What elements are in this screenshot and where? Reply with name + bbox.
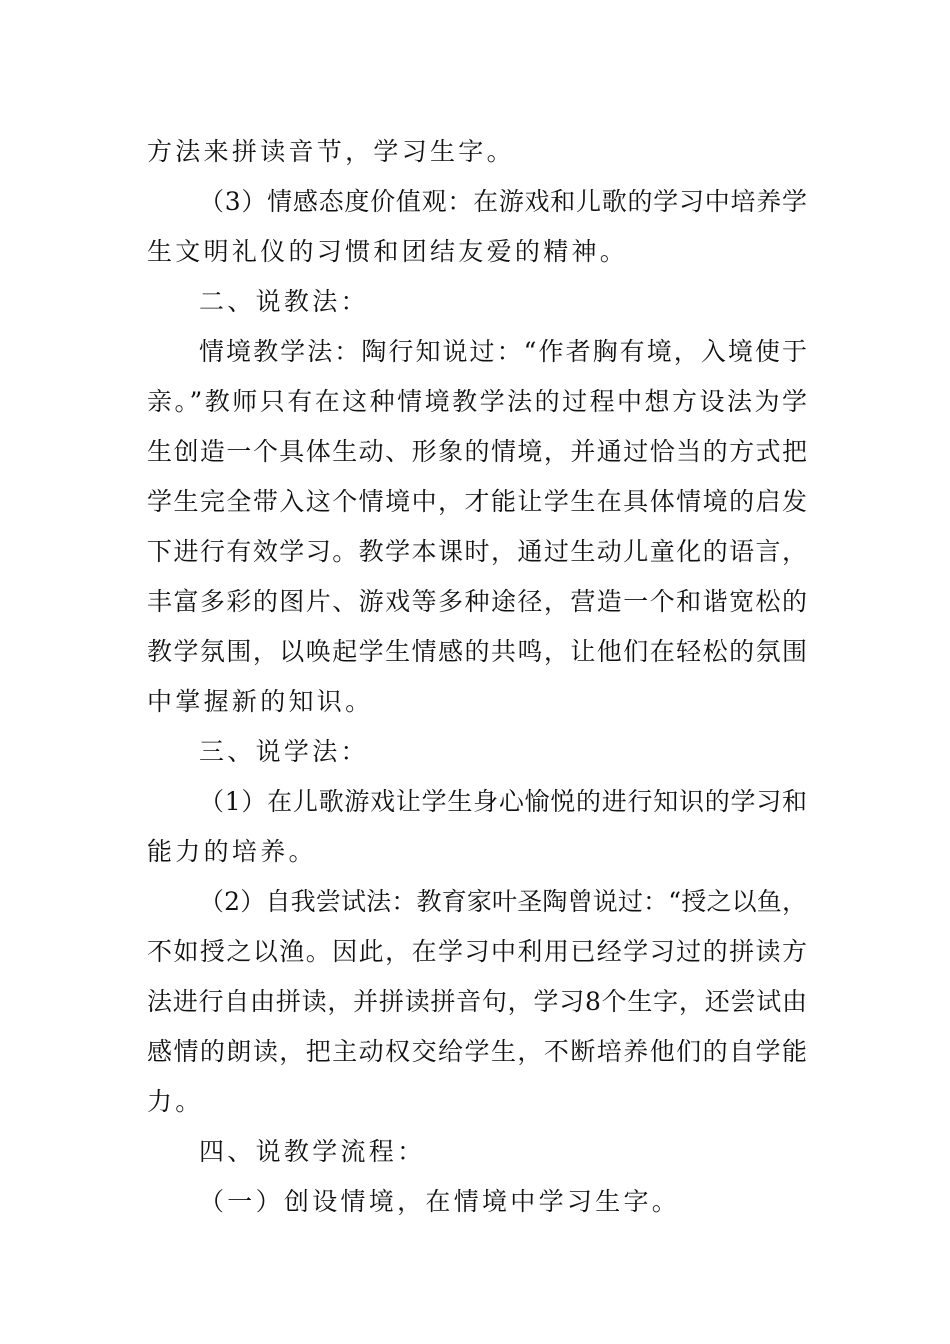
text-line: 生创造一个具体生动、形象的情境，并通过恰当的方式把: [147, 437, 807, 466]
text-line: 中掌握新的知识。: [147, 687, 374, 716]
section-heading: 四、说教学流程：: [199, 1137, 426, 1166]
text-line: 学生完全带入这个情境中，才能让学生在具体情境的启发: [147, 487, 807, 516]
text-line: 能力的培养。: [147, 837, 317, 866]
text-line: 生文明礼仪的习惯和团结友爱的精神。: [147, 237, 629, 266]
text-line: （1）在儿歌游戏让学生身心愉悦的进行知识的学习和: [199, 787, 807, 816]
text-line: （一）创设情境，在情境中学习生字。: [199, 1187, 681, 1216]
text-line: 情境教学法：陶行知说过：“作者胸有境，入境使于: [199, 337, 807, 366]
text-line: （3）情感态度价值观：在游戏和儿歌的学习中培养学: [199, 187, 807, 216]
text-line: 亲。”教师只有在这种情境教学法的过程中想方设法为学: [147, 387, 807, 416]
text-line: 不如授之以渔。因此，在学习中利用已经学习过的拼读方: [147, 937, 807, 966]
text-line: 丰富多彩的图片、游戏等多种途径，营造一个和谐宽松的: [147, 587, 807, 616]
section-heading: 二、说教法：: [199, 287, 369, 316]
text-line: （2）自我尝试法：教育家叶圣陶曾说过：“授之以鱼，: [199, 887, 807, 916]
text-line: 法进行自由拼读，并拼读拼音句，学习8个生字，还尝试由: [147, 987, 807, 1016]
text-line: 方法来拼读音节，学习生字。: [147, 137, 515, 166]
text-line: 感情的朗读，把主动权交给学生，不断培养他们的自学能: [147, 1037, 807, 1066]
text-line: 下进行有效学习。教学本课时，通过生动儿童化的语言，: [147, 537, 807, 566]
text-line: 教学氛围，以唤起学生情感的共鸣，让他们在轻松的氛围: [147, 637, 807, 666]
text-line: 力。: [147, 1087, 204, 1116]
section-heading: 三、说学法：: [199, 737, 369, 766]
